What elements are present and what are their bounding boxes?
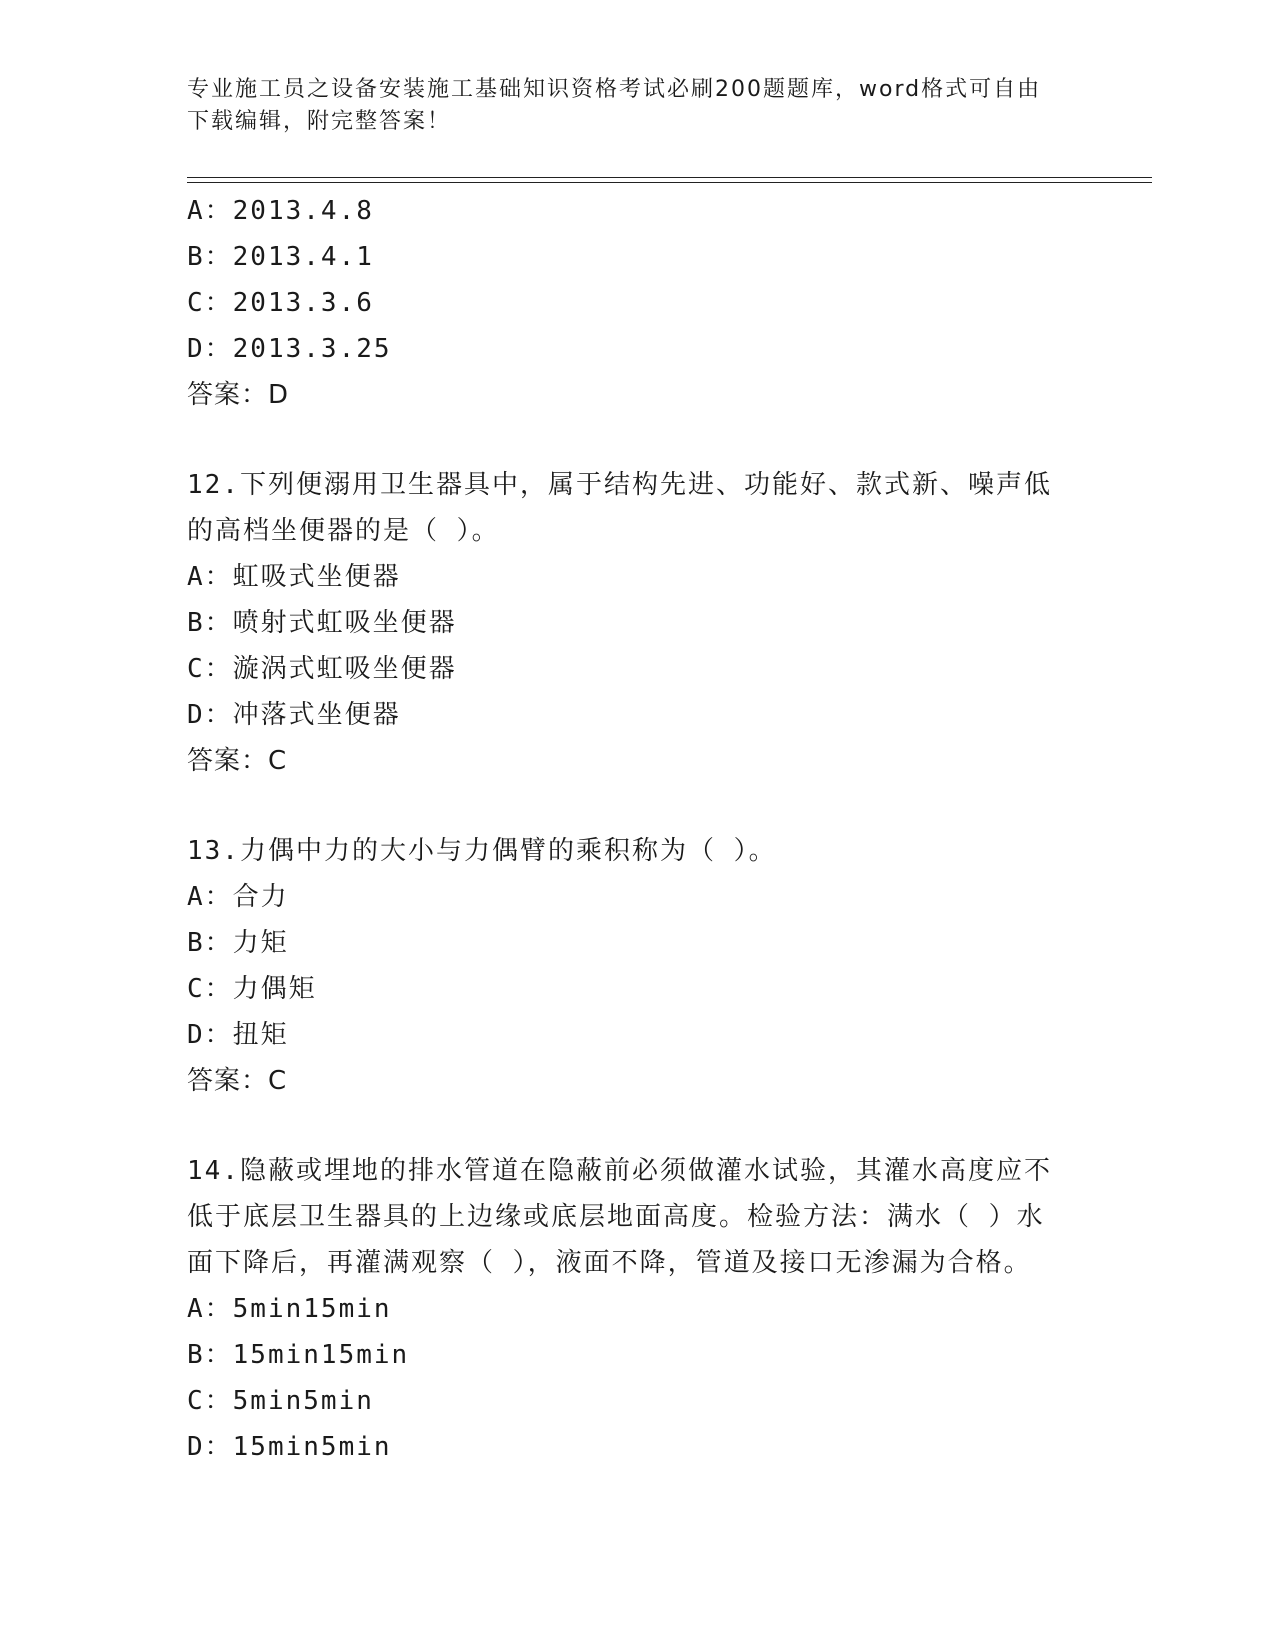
question-stem: 面下降后，再灌满观察（ ），液面不降，管道及接口无渗漏为合格。 bbox=[187, 1248, 1032, 1278]
option-a: A：虹吸式坐便器 bbox=[187, 562, 401, 592]
option-b: B：喷射式虹吸坐便器 bbox=[187, 608, 457, 638]
option-d: D：2013.3.25 bbox=[187, 334, 392, 364]
header-line-2: 下载编辑，附完整答案！ bbox=[187, 109, 452, 134]
question-list bbox=[187, 188, 1087, 1470]
question-14 bbox=[187, 1148, 1087, 1470]
option-c: C：力偶矩 bbox=[187, 974, 317, 1004]
header-line-1: 专业施工员之设备安装施工基础知识资格考试必刷200题题库，word格式可自由 bbox=[187, 77, 1042, 102]
spacer bbox=[187, 418, 1087, 462]
question-stem: 的高档坐便器的是（ ）。 bbox=[187, 516, 500, 546]
option-d: D：15min5min bbox=[187, 1432, 392, 1462]
answer: 答案：C bbox=[187, 1066, 288, 1096]
question-12 bbox=[187, 462, 1087, 784]
question-stem: 13.力偶中力的大小与力偶臂的乘积称为（ ）。 bbox=[187, 836, 777, 866]
option-b: B：2013.4.1 bbox=[187, 242, 374, 272]
question-11 bbox=[187, 188, 1087, 418]
question-13 bbox=[187, 828, 1087, 1104]
option-c: C：2013.3.6 bbox=[187, 288, 374, 318]
answer: 答案：D bbox=[187, 380, 290, 410]
option-a: A：合力 bbox=[187, 882, 289, 912]
option-c: C：漩涡式虹吸坐便器 bbox=[187, 654, 457, 684]
header-rule-bottom bbox=[187, 182, 1152, 183]
option-c: C：5min5min bbox=[187, 1386, 374, 1416]
option-a: A：2013.4.8 bbox=[187, 196, 374, 226]
document-header bbox=[187, 74, 1067, 138]
spacer bbox=[187, 784, 1087, 828]
option-b: B：15min15min bbox=[187, 1340, 410, 1370]
option-a: A：5min15min bbox=[187, 1294, 392, 1324]
header-rule-top bbox=[187, 177, 1152, 178]
spacer bbox=[187, 1104, 1087, 1148]
answer: 答案：C bbox=[187, 746, 288, 776]
option-b: B：力矩 bbox=[187, 928, 289, 958]
option-d: D：冲落式坐便器 bbox=[187, 700, 401, 730]
question-stem: 低于底层卫生器具的上边缘或底层地面高度。检验方法：满水（ ）水 bbox=[187, 1202, 1045, 1232]
question-stem: 12.下列便溺用卫生器具中，属于结构先进、功能好、款式新、噪声低 bbox=[187, 470, 1052, 500]
question-stem: 14.隐蔽或埋地的排水管道在隐蔽前必须做灌水试验，其灌水高度应不 bbox=[187, 1156, 1052, 1186]
option-d: D：扭矩 bbox=[187, 1020, 289, 1050]
